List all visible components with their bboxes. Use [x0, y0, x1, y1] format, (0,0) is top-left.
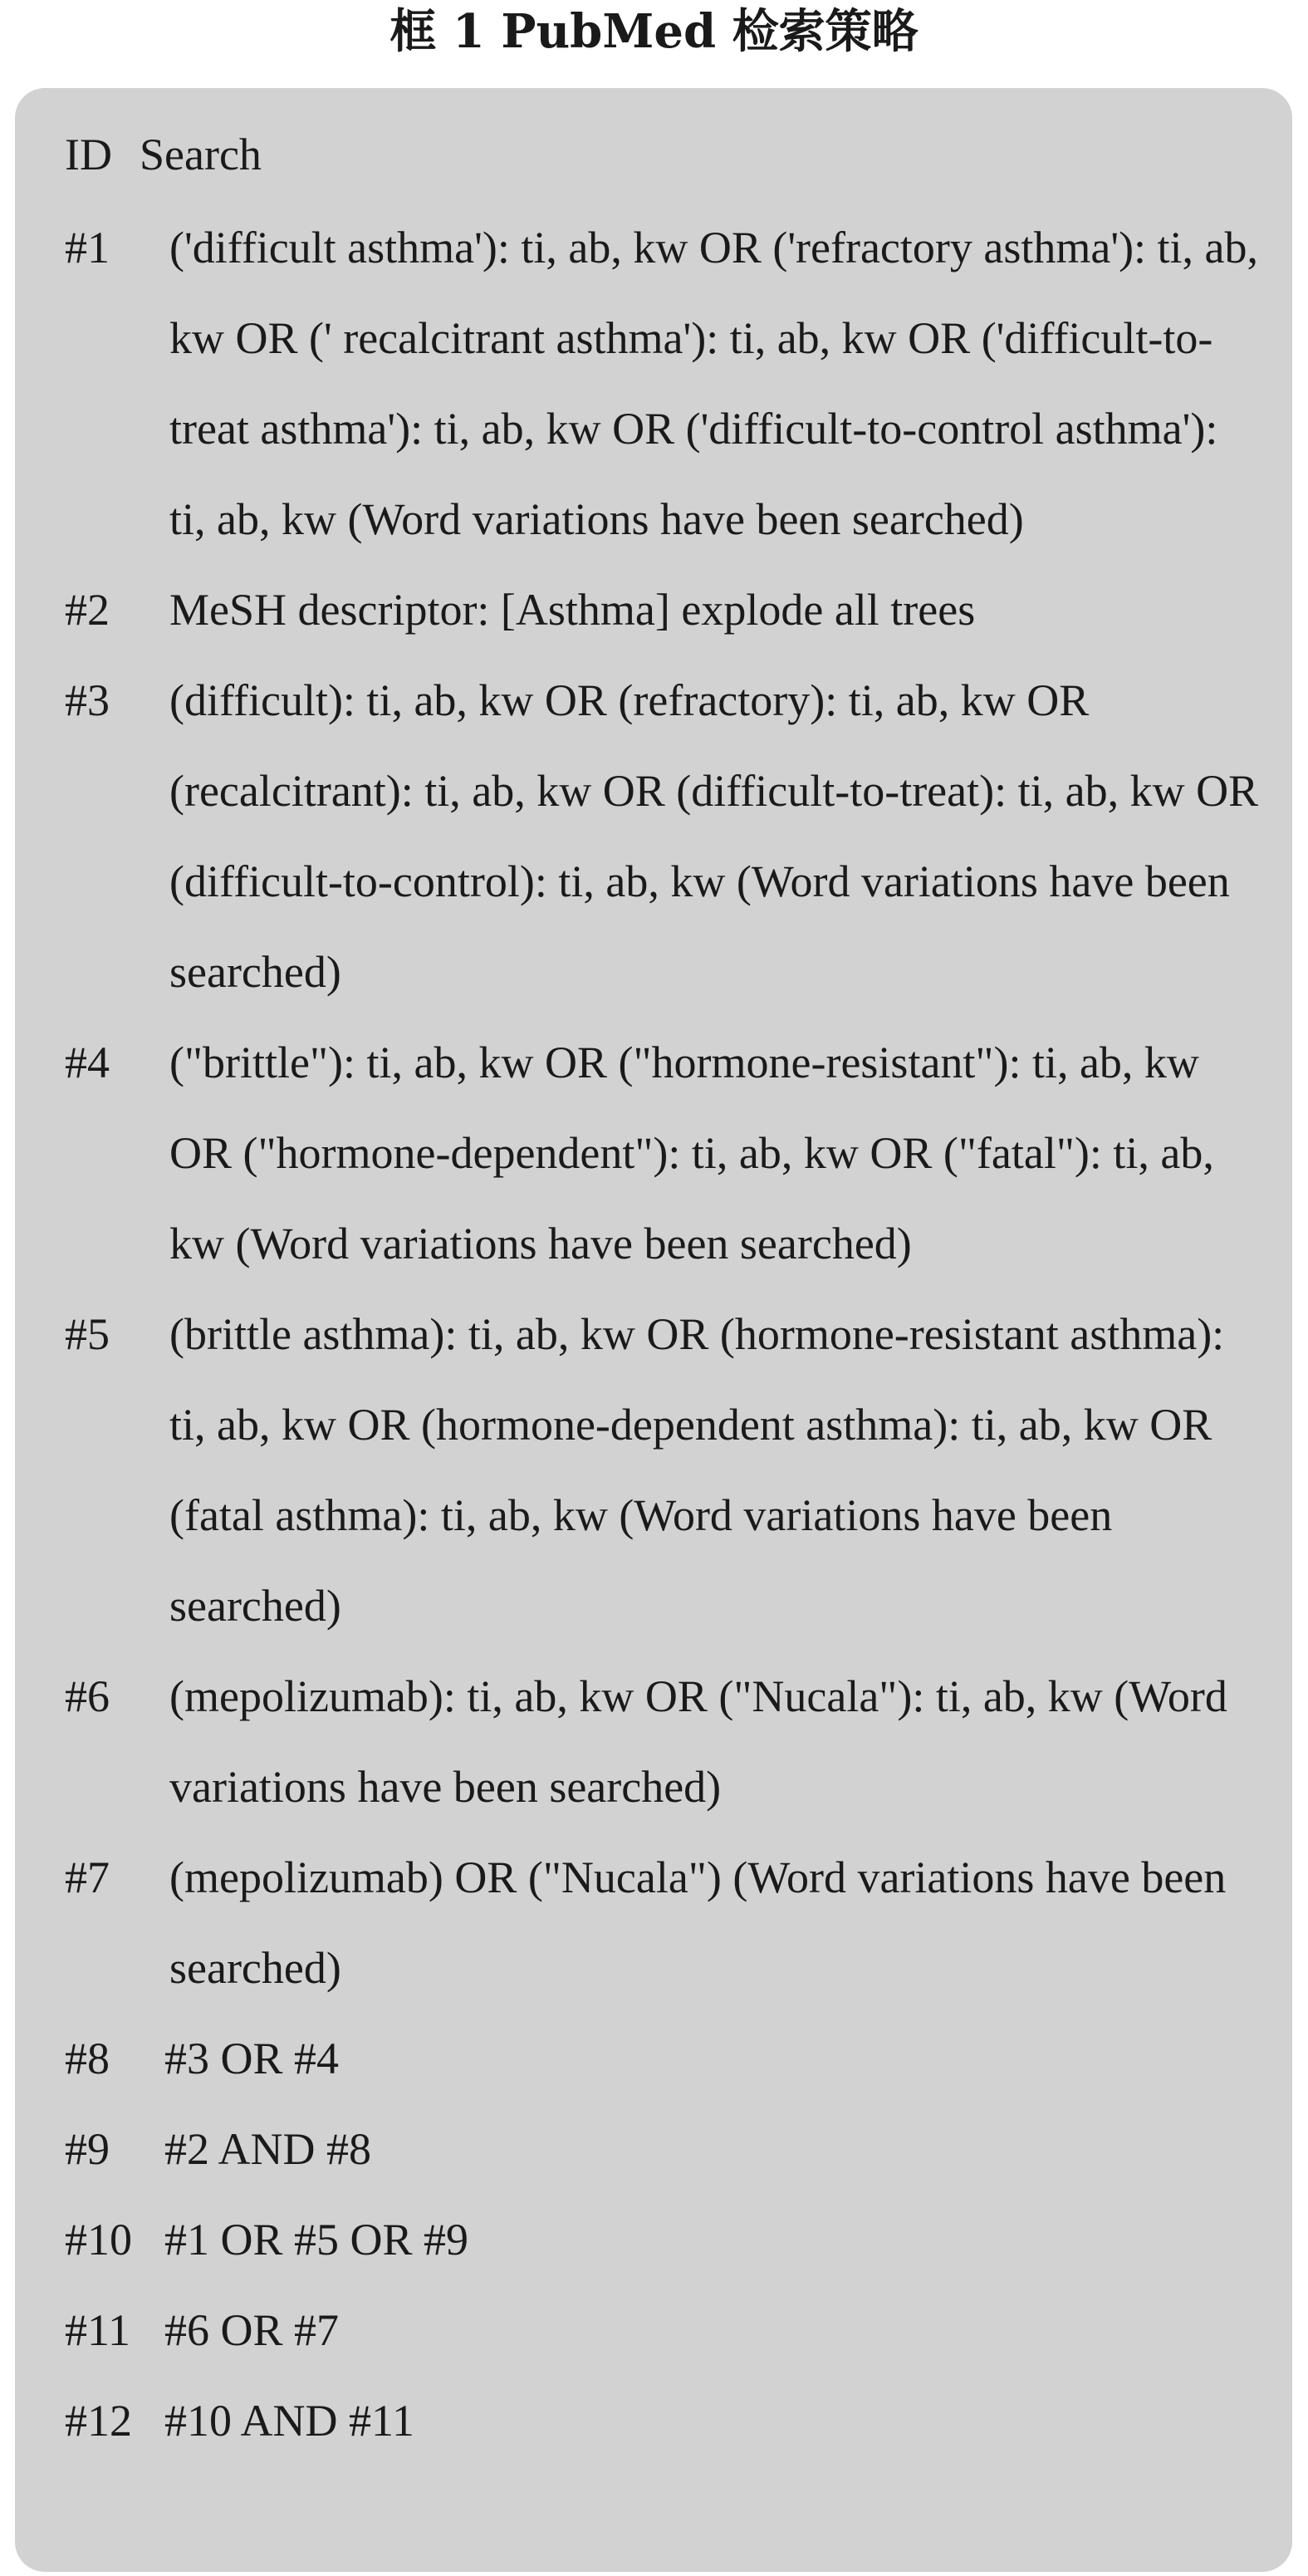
search-row — [65, 1289, 1261, 1651]
row-id: #2 — [65, 585, 110, 635]
row-query: (brittle asthma): ti, ab, kw OR (hormone-resistant asthma): ti, ab, kw OR (hormone-dependent asthma): ti, ab, kw OR (fatal asthma): ti, ab, kw (Word variations have been searched) — [169, 1309, 1225, 1631]
box-title: 框 1 PubMed 检索策略 — [389, 4, 919, 59]
row-query: (mepolizumab) OR ("Nucala") (Word variations have been searched) — [169, 1852, 1227, 1993]
row-id: #6 — [65, 1671, 110, 1721]
search-row — [65, 2014, 1261, 2104]
search-row — [65, 2104, 1261, 2195]
search-row — [65, 1833, 1261, 2014]
table-header — [65, 121, 262, 188]
row-id: #12 — [65, 2396, 132, 2446]
row-id: #9 — [65, 2124, 110, 2174]
row-query: #10 AND #11 — [164, 2396, 415, 2446]
search-row — [65, 203, 1261, 565]
row-id: #7 — [65, 1852, 110, 1902]
row-query: MeSH descriptor: [Asthma] explode all trees — [169, 585, 976, 635]
row-id: #4 — [65, 1038, 110, 1087]
row-query: (mepolizumab): ti, ab, kw OR ("Nucala"): ti, ab, kw (Word variations have been searched) — [169, 1671, 1227, 1812]
header-search: Search — [140, 130, 262, 179]
search-row — [65, 565, 1261, 655]
row-query: #2 AND #8 — [164, 2124, 372, 2174]
row-id: #8 — [65, 2034, 110, 2083]
row-id: #10 — [65, 2215, 132, 2264]
row-query: ("brittle"): ti, ab, kw OR ("hormone-resistant"): ti, ab, kw OR ("hormone-dependent"): ti, ab, kw OR ("fatal"): ti, ab, kw (Word variations have been searched) — [169, 1038, 1214, 1268]
row-query: #6 OR #7 — [164, 2305, 340, 2355]
search-row — [65, 2376, 1261, 2466]
search-row — [65, 1018, 1261, 1289]
row-id: #5 — [65, 1309, 110, 1359]
row-id: #3 — [65, 675, 110, 725]
row-query: (difficult): ti, ab, kw OR (refractory): ti, ab, kw OR (recalcitrant): ti, ab, kw OR (difficult-to-treat): ti, ab, kw OR (difficult-to-control): ti, ab, kw (Word variations have been searched) — [169, 675, 1259, 997]
search-row — [65, 2285, 1261, 2376]
header-id: ID — [65, 130, 112, 179]
row-id: #11 — [65, 2305, 130, 2355]
search-row — [65, 1651, 1261, 1833]
row-query: #1 OR #5 OR #9 — [164, 2215, 469, 2264]
row-id: #1 — [65, 223, 110, 272]
row-query: #3 OR #4 — [164, 2034, 340, 2083]
search-row — [65, 2195, 1261, 2285]
search-rows — [65, 203, 1261, 2466]
search-row — [65, 655, 1261, 1018]
row-query: ('difficult asthma'): ti, ab, kw OR ('refractory asthma'): ti, ab, kw OR (' recalcitrant asthma'): ti, ab, kw OR ('difficult-to-treat asthma'): ti, ab, kw OR ('difficult-to-control asthma'): ti, ab, kw (Word variations have been searched) — [169, 223, 1259, 544]
